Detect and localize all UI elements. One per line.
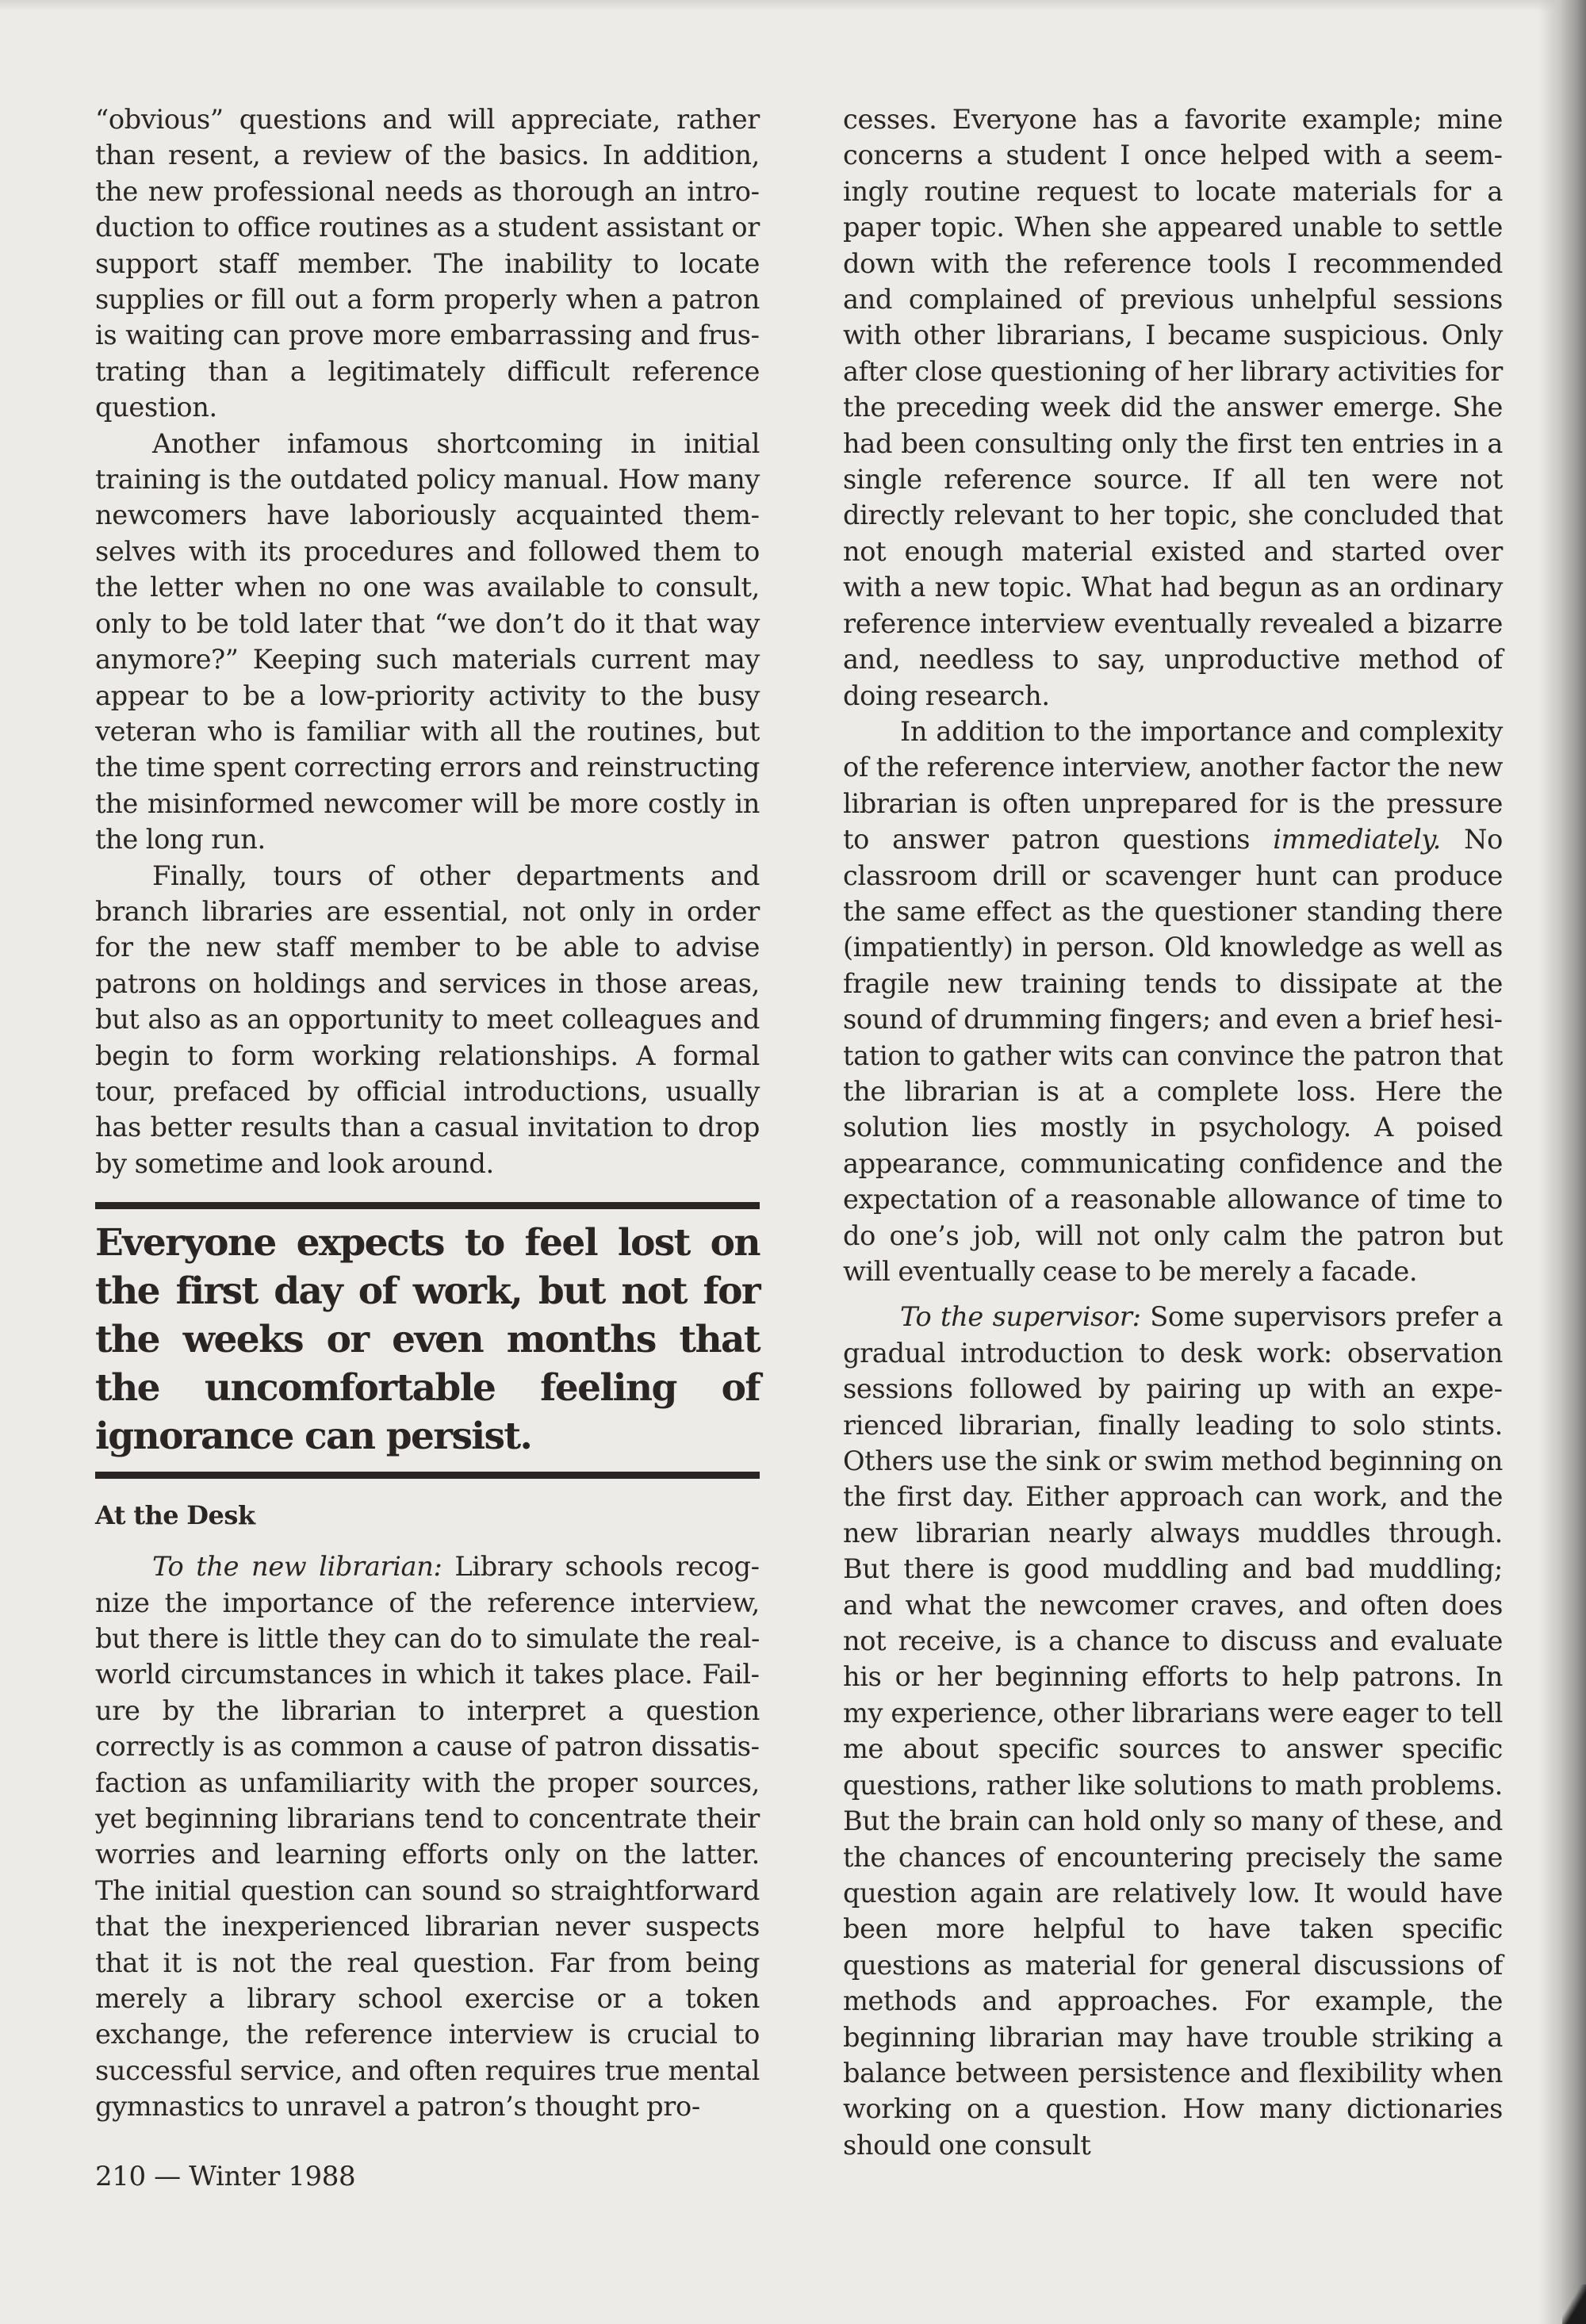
body-paragraph [95, 1549, 760, 2125]
section-heading: At the Desk [95, 1500, 255, 1531]
paragraph-text: No classroom drill or scavenger hunt can produce the same effect as the questioner standing there (impatiently) in person. Old knowledge as well as fragile new training tends to dissipate at the sound of drumming fingers; and even a brief hesitation to gather wits can convince the patron that the librarian is at a complete loss. Here the solution lies mostly in psychology. A poised appearance, communicating confidence and the expectation of a reasonable allowance of time to do one’s job, will not only calm the patron but will eventually cease to be merely a facade. [843, 824, 1503, 1287]
paragraph-text: Library schools recognize the importance of the reference interview, but there is little they can do to simulate the real-world circumstances in which it takes place. Failure by the librarian to interpret a question correctly is as common a cause of patron dissatisfaction as unfamiliarity with the proper sources, yet beginning librarians tend to concentrate their worries and learning efforts only on the latter. The initial question can sound so straightforward that the inexperienced librarian never suspects that it is not the real question. Far from being merely a library school exercise or a token exchange, the reference interview is crucial to successful service, and often requires true mental gymnastics to unravel a patron’s thought pro- [95, 1551, 760, 2123]
right-column [843, 101, 1503, 2163]
binding-shadow [1538, 0, 1586, 2324]
pull-quote-text: Everyone expects to feel lost on the first day of work, but not for the weeks or even months that the uncomfortable feeling of ignorance can persist. [95, 1221, 760, 1459]
body-paragraph: Another infamous shortcoming in initial training is the outdated policy manual. How many newcomers have laboriously acquainted themselves with its procedures and followed them to the letter when no one was available to consult, only to be told later that “we don’t do it that way anymore?” Keeping such materials current may appear to be a low-priority activity to the busy veteran who is familiar with all the routines, but the time spent correcting errors and reinstructing the misinformed newcomer will be more costly in the long run. [95, 427, 760, 856]
body-paragraph: cesses. Everyone has a favorite example; mine concerns a student I once helped with a seemingly routine request to locate materials for a paper topic. When she appeared unable to settle down with the reference tools I recommended and complained of previous unhelpful sessions with other librarians, I became suspicious. Only after close questioning of her library activities for the preceding week did the answer emerge. She had been consulting only the first ten entries in a single reference source. If all ten were not directly relevant to her topic, she concluded that not enough material existed and started over with a new topic. What had begun as an ordinary reference interview eventually revealed a bizarre and, needless to say, unproductive method of doing research. [843, 104, 1503, 711]
left-column [95, 101, 760, 2125]
italic-lead-in: To the new librarian: [152, 1551, 442, 1583]
paragraph-text: Some supervisors prefer a gradual introduction to desk work: observation sessions followed by pairing up with an experienced librarian, finally leading to solo stints. Others use the sink or swim method beginning on the first day. Either approach can work, and the new librarian nearly always muddles through. But there is good muddling and bad muddling; and what the newcomer craves, and often does not receive, is a chance to discuss and evaluate his or her beginning efforts to help patrons. In my experience, other librarians were eager to tell me about specific sources to answer specific questions, rather like solutions to math problems. But the brain can hold only so many of these, and the chances of encountering precisely the same question again are relatively low. It would have been more helpful to have taken specific questions as material for general discussions of methods and approaches. For example, the beginning librarian may have trouble striking a balance between persistence and flexibility when working on a question. How many dictionaries should one consult [843, 1301, 1503, 2161]
body-paragraph [843, 714, 1503, 1290]
body-paragraph: Finally, tours of other departments and branch libraries are essential, not only in order for the new staff member to be able to advise patrons on holdings and services in those areas, but also as an opportunity to meet colleagues and begin to form working relationships. A formal tour, prefaced by official introductions, usually has better results than a casual invitation to drop by sometime and look around. [95, 860, 760, 1179]
paragraph-text: In addition to the importance and complexity of the reference interview, another factor the new librarian is often unprepared for is the pressure to answer patron questions [843, 715, 1503, 856]
body-paragraph: “obvious” questions and will appreciate, rather than resent, a review of the basics. In addition, the new professional needs as thorough an introduction to office routines as a student assistant or support staff member. The inability to locate supplies or fill out a form properly when a patron is waiting can prove more embarrassing and frustrating than a legitimately difficult reference question. [95, 104, 760, 423]
binding-corner [1562, 2284, 1586, 2324]
page-footer [95, 2159, 355, 2194]
page-top-edge [0, 0, 1586, 11]
italic-lead-in: To the supervisor: [900, 1301, 1141, 1333]
body-paragraph [843, 1299, 1503, 2163]
pull-quote [95, 1202, 760, 1479]
italic-emphasis: immediately. [1273, 824, 1441, 856]
folio: 210 — Winter 1988 [95, 2161, 356, 2192]
